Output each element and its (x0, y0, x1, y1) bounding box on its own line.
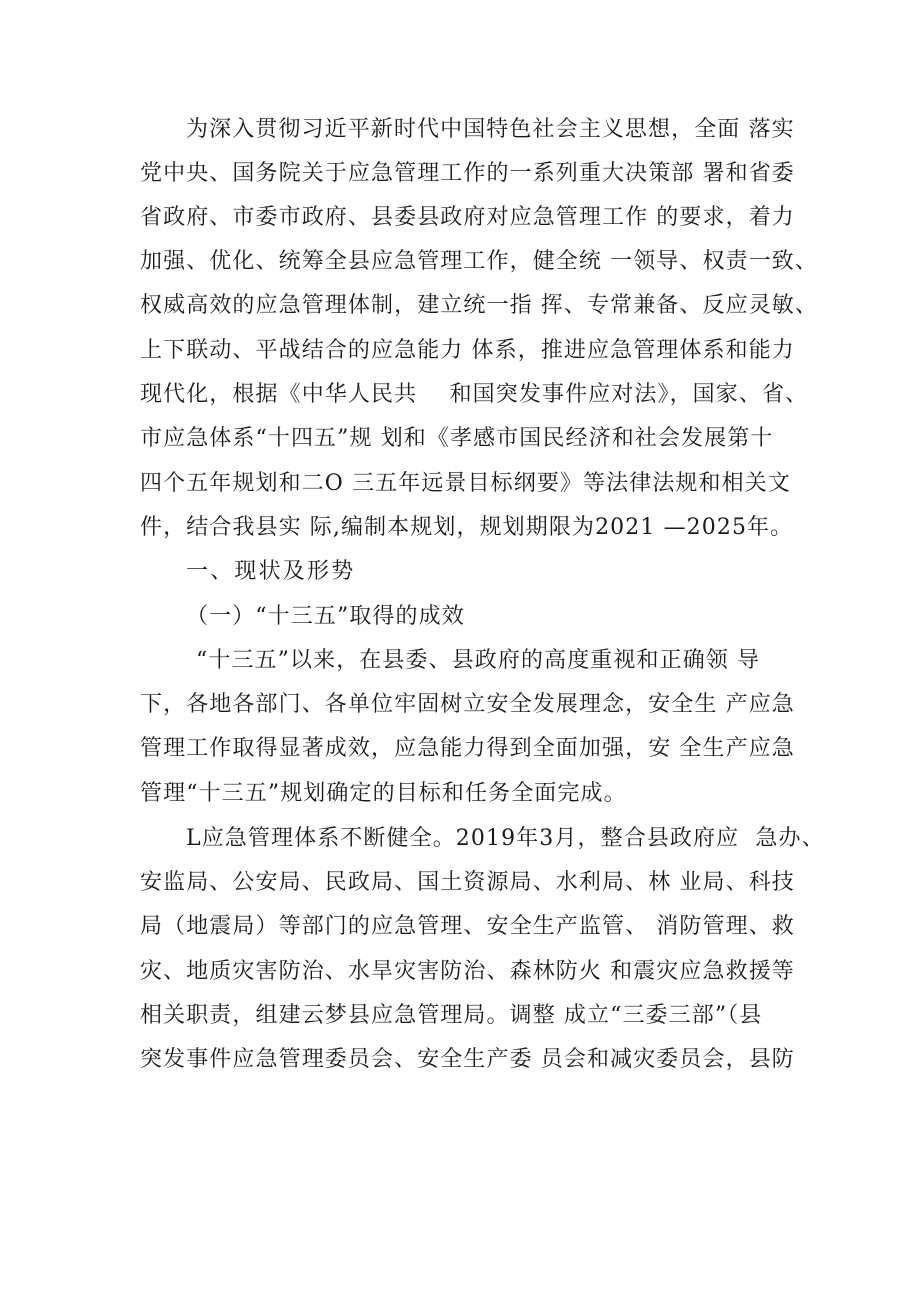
paragraph-line: 党中央、国务院关于应急管理工作的一系列重大决策部 署和省委 (140, 161, 795, 186)
paragraph-line: 现代化，根据《中华人民共 和国突发事件应对法》，国家、省、 (140, 382, 809, 407)
paragraph-line: 下，各地各部门、各单位牢固树立安全发展理念，安全生 产应急 (140, 692, 795, 717)
paragraph-line: 安监局、公安局、民政局、国土资源局、水利局、林 业局、科技 (140, 870, 795, 895)
paragraph-line: 权威高效的应急管理体制，建立统一指 挥、专常兼备、反应灵敏、 (140, 293, 818, 318)
paragraph-line: 四个五年规划和二O 三五年远景目标纲要》等法律法规和相关文 (140, 471, 791, 496)
paragraph-line: 管理“十三五”规划确定的目标和任务全面完成。 (140, 781, 627, 806)
paragraph-line: 突发事件应急管理委员会、安全生产委 员会和减灾委员会，县防 (140, 1047, 795, 1072)
paragraph-line: 上下联动、平战结合的应急能力 体系，推进应急管理体系和能力 (140, 338, 795, 363)
paragraph-line: L应急管理体系不断健全。2019年3月，整合县政府应 急办、 (186, 826, 825, 851)
paragraph-line: 相关职责，组建云梦县应急管理局。调整 成立“三委三部”（县 (140, 1003, 763, 1028)
paragraph-line: 为深入贯彻习近平新时代中国特色社会主义思想，全面 落实 (186, 117, 795, 142)
section-heading: 一、现状及形势 (186, 559, 356, 584)
paragraph-line: 件，结合我县实 际,编制本规划，规划期限为2021 —2025年。 (140, 515, 794, 540)
paragraph-line: 市应急体系“十四五”规 划和《孝感市国民经济和社会发展第十 (140, 426, 774, 451)
paragraph-line: “十三五”以来，在县委、县政府的高度重视和正确领 导 (196, 648, 761, 673)
subsection-heading: （一）“十三五”取得的成效 (186, 604, 465, 629)
paragraph-line: 省政府、市委市政府、县委县政府对应急管理工作 的要求，着力 (140, 205, 795, 230)
paragraph-line: 管理工作取得显著成效，应急能力得到全面加强，安 全生产应急 (140, 736, 795, 761)
paragraph-line: 局（地震局）等部门的应急管理、安全生产监管、 消防管理、救 (140, 914, 795, 939)
paragraph-line: 加强、优化、统筹全县应急管理工作，健全统 一领导、权责一致、 (140, 249, 818, 274)
paragraph-line: 灾、地质灾害防治、水旱灾害防治、森林防火 和震灾应急救援等 (140, 959, 795, 984)
